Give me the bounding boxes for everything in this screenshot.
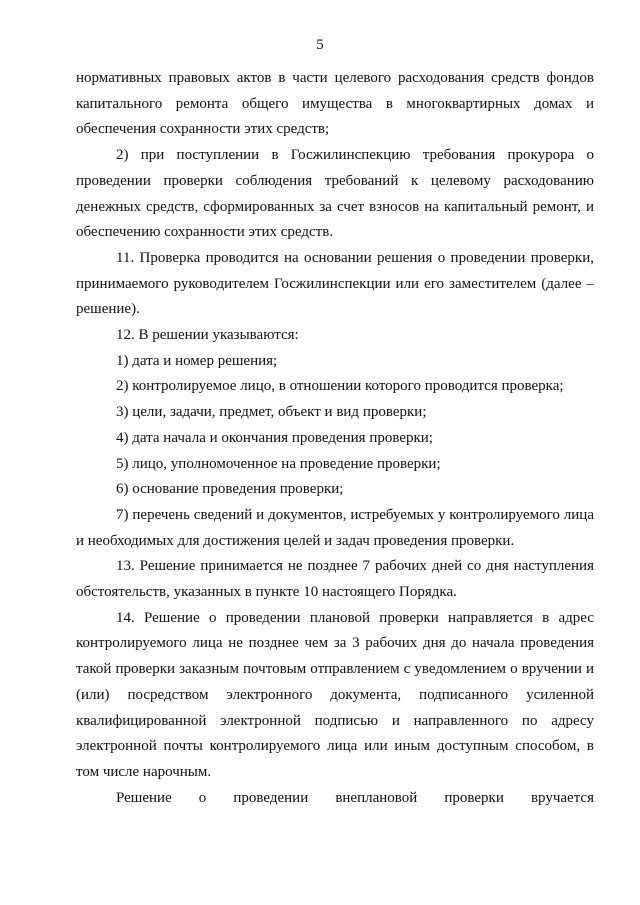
list-item-3: 3) цели, задачи, предмет, объект и вид проверки;: [116, 404, 427, 421]
document-body: [76, 66, 594, 811]
paragraph-clause-12: 12. В решении указываются:: [116, 327, 299, 344]
list-item-2: 2) контролируемое лицо, в отношении которого проводится проверка;: [116, 378, 564, 395]
list-item-6: 6) основание проведения проверки;: [116, 481, 344, 498]
paragraph-unscheduled-decision: Решение о проведении внеплановой проверки вручается: [116, 789, 594, 806]
paragraph-continuation: нормативных правовых актов в части целевого расходования средств фондов капитального ремонта общего имущества в многоквартирных домах и обеспечения сохранности этих средств;: [76, 70, 594, 138]
page-number: 5: [316, 37, 324, 53]
paragraph-clause-13: 13. Решение принимается не позднее 7 рабочих дней со дня наступления обстоятельств, указанных в пункте 10 настоящего Порядка.: [76, 558, 594, 601]
list-item-1: 1) дата и номер решения;: [116, 352, 278, 369]
paragraph-clause-14: 14. Решение о проведении плановой проверки направляется в адрес контролируемого лица не позднее чем за 3 рабочих дня до начала проведения такой проверки заказным почтовым отправлением с уведомлением о вручении и (или) посредством электронного документа, подписанного усиленной квалифицированной электронной подписью и направленного по адресу электронной почты контролируемого лица или иным доступным способом, в том числе нарочным.: [76, 609, 594, 780]
list-item-7: 7) перечень сведений и документов, истребуемых у контролируемого лица и необходимых для достижения целей и задач проведения проверки.: [76, 506, 594, 549]
list-item-4: 4) дата начала и окончания проведения проверки;: [116, 429, 433, 446]
paragraph-clause-11: 11. Проверка проводится на основании решения о проведении проверки, принимаемого руководителем Госжилинспекции или его заместителем (далее – решение).: [76, 249, 594, 318]
list-item-5: 5) лицо, уполномоченное на проведение проверки;: [116, 455, 441, 472]
paragraph-item-2-prosecutor: 2) при поступлении в Госжилинспекцию требования прокурора о проведении проверки соблюдения требований к целевому расходованию денежных средств, сформированных за счет взносов на капитальный ремонт, и обеспечению сохранности этих средств.: [76, 147, 594, 241]
